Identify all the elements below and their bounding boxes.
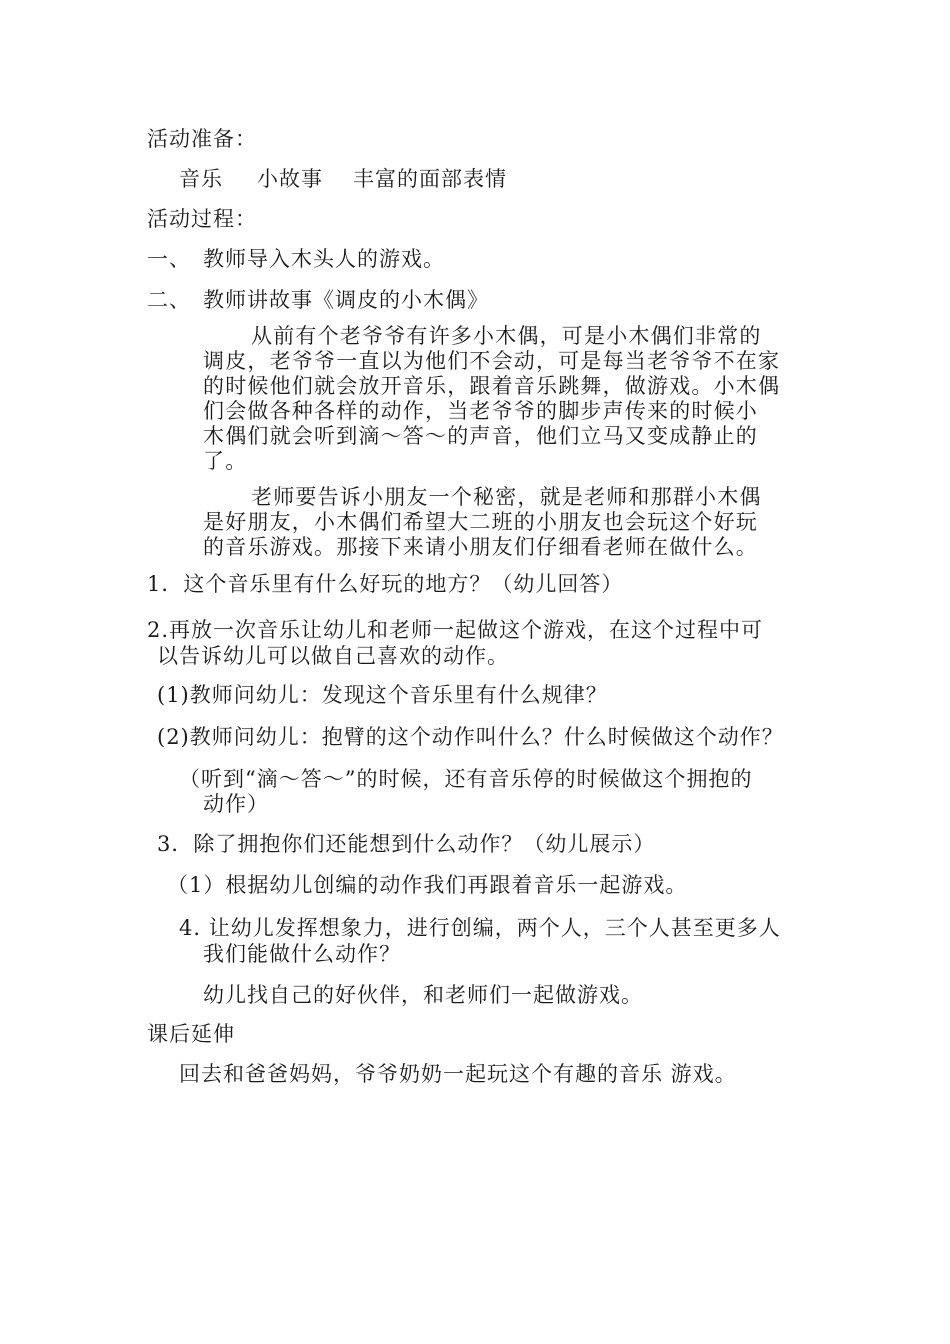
- prep-heading: 活动准备：: [147, 127, 257, 151]
- question-1: 1．这个音乐里有什么好玩的地方？（幼儿回答）: [147, 572, 624, 596]
- story-p1-line: 的时候他们就会放开音乐，跟着音乐跳舞，做游戏。小木偶: [203, 374, 781, 398]
- prep-item-expressions: 丰富的面部表情: [353, 167, 507, 191]
- question-2-sub-1: (1)教师问幼儿：发现这个音乐里有什么规律？: [157, 683, 608, 707]
- question-4-line-1: 4. 让幼儿发挥想象力，进行创编，两个人，三个人甚至更多人: [179, 916, 781, 940]
- story-paragraph-2: [203, 485, 805, 560]
- step2-marker: 二、: [147, 288, 191, 312]
- story-p2-line: 是好朋友，小木偶们希望大二班的小朋友也会玩这个好玩: [203, 510, 758, 534]
- story-p1-line: 从前有个老爷爷有许多小木偶，可是小木偶们非常的: [251, 324, 762, 348]
- story-p2-line: 的音乐游戏。那接下来请小朋友们仔细看老师在做什么。: [203, 535, 758, 559]
- prep-item-music: 音乐: [179, 167, 223, 191]
- story-p1-line: 木偶们就会听到滴～答～的声音，他们立马又变成静止的: [203, 424, 758, 448]
- question-2-line-1: 2.再放一次音乐让幼儿和老师一起做这个游戏，在这个过程中可: [147, 618, 764, 642]
- extension-heading: 课后延伸: [147, 1022, 235, 1046]
- extension-text: 回去和爸爸妈妈，爷爷奶奶一起玩这个有趣的音乐 游戏。: [179, 1062, 737, 1086]
- story-p1-line: 了。: [203, 449, 248, 473]
- question-4-line-2: 我们能做什么动作？: [203, 942, 401, 966]
- story-p1-line: 们会做各种各样的动作，当老爷爷的脚步声传来的时候小: [203, 399, 758, 423]
- story-p2-line: 老师要告诉小朋友一个秘密，就是老师和那群小木偶: [251, 485, 762, 509]
- question-2-answer-line-2: 动作）: [203, 792, 269, 816]
- question-2-sub-2: (2)教师问幼儿：抱臂的这个动作叫什么？什么时候做这个动作？: [157, 725, 784, 749]
- story-paragraph-1: [203, 324, 805, 474]
- question-2-answer-line-1: （听到“滴～答～”的时候，还有音乐停的时候做这个拥抱的: [179, 767, 753, 791]
- process-heading: 活动过程：: [147, 207, 257, 231]
- question-2-line-2: 以告诉幼儿可以做自己喜欢的动作。: [157, 644, 509, 668]
- step1-text: 教师导入木头人的游戏。: [203, 247, 445, 271]
- step1-marker: 一、: [147, 247, 191, 271]
- question-3-sub-1: （1）根据幼儿创编的动作我们再跟着音乐一起游戏。: [167, 873, 688, 897]
- prep-item-story: 小故事: [257, 167, 323, 191]
- question-4-note: 幼儿找自己的好伙伴，和老师们一起做游戏。: [203, 983, 643, 1007]
- question-3: 3．除了拥抱你们还能想到什么动作？（幼儿展示）: [157, 832, 656, 856]
- story-p1-line: 调皮，老爷爷一直以为他们不会动，可是每当老爷爷不在家: [203, 349, 781, 373]
- step2-text: 教师讲故事《调皮的小木偶》: [203, 288, 489, 312]
